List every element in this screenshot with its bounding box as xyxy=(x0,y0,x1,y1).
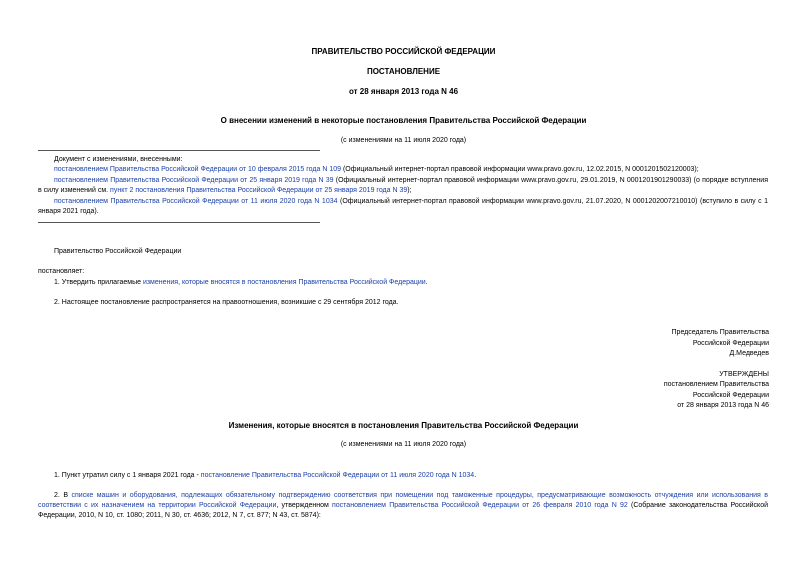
changes-section-title: Изменения, которые вносятся в постановления Правительства Российской Федерации xyxy=(228,421,579,430)
approved-line-4: от 28 января 2013 года N 46 xyxy=(677,402,769,409)
changes-item-3-text: (Официальный интернет-портал правовой информации www.pravo.gov.ru, 21.07.2020, N 0001202007210010) (вступило в силу с 1 января 2021 года). xyxy=(38,198,768,215)
changes-section-item-2 xyxy=(38,491,768,521)
changes-intro: Документ с изменениями, внесенными: xyxy=(54,156,183,163)
changes-item-3 xyxy=(38,197,768,217)
paragraph-1-end: . xyxy=(425,279,428,286)
changes-section-item-1-link[interactable]: постановление Правительства Российской Федерации от 11 июля 2020 года N 1034 xyxy=(200,472,475,479)
paragraph-1-link[interactable]: изменения, которые вносятся в постановления Правительства Российской Федерации xyxy=(142,279,426,286)
signature-position: Председатель Правительства xyxy=(671,329,769,336)
changes-section-item-1-end: . xyxy=(474,472,477,479)
changes-section-subtitle: (с изменениями на 11 июля 2020 года) xyxy=(340,441,467,448)
document-subtitle: (с изменениями на 11 июля 2020 года) xyxy=(340,137,467,144)
changes-section-item-1-text: 1. Пункт утратил силу с 1 января 2021 года - xyxy=(54,472,201,479)
divider-top xyxy=(38,150,320,151)
paragraph-2: 2. Настоящее постановление распространяется на правоотношения, возникшие с 29 сентября 2012 года. xyxy=(54,299,399,306)
changes-section-item-2-text: 2. В xyxy=(54,492,72,499)
changes-item-2-link2[interactable]: пункт 2 постановления Правительства Российской Федерации от 25 января 2019 года N 39 xyxy=(110,187,408,194)
government-label: Правительство Российской Федерации xyxy=(54,248,182,255)
changes-item-1-text: (Официальный интернет-портал правовой информации www.pravo.gov.ru, 12.02.2015, N 0001201502120003); xyxy=(341,166,699,173)
approved-line-3: Российской Федерации xyxy=(692,392,769,399)
resolves-label: постановляет: xyxy=(38,268,85,275)
signature-name: Д.Медведев xyxy=(729,350,769,357)
changes-item-2-text: (Официальный интернет-портал правовой информации www.pravo.gov.ru, 29.01.2019, N 0001201901290033) (о порядке вступления в силу изменений см. xyxy=(38,177,769,194)
approved-heading: УТВЕРЖДЕНЫ xyxy=(719,371,769,378)
paragraph-1 xyxy=(54,278,428,288)
changes-section-item-2-mid: , утвержденном xyxy=(276,502,332,509)
changes-item-1-link[interactable]: постановлением Правительства Российской Федерации от 10 февраля 2015 года N 109 xyxy=(54,166,341,173)
changes-item-2-link[interactable]: постановлением Правительства Российской Федерации от 25 января 2019 года N 39 xyxy=(54,177,334,184)
government-heading: ПРАВИТЕЛЬСТВО РОССИЙСКОЙ ФЕДЕРАЦИИ xyxy=(311,47,496,56)
document-title: О внесении изменений в некоторые постановления Правительства Российской Федерации xyxy=(220,116,587,125)
paragraph-1-text: 1. Утвердить прилагаемые xyxy=(54,279,143,286)
document-type: ПОСТАНОВЛЕНИЕ xyxy=(366,67,441,76)
changes-item-2-tail: ); xyxy=(407,187,412,194)
changes-item-2 xyxy=(38,176,768,196)
signature-country: Российской Федерации xyxy=(692,340,769,347)
approved-line-2: постановлением Правительства xyxy=(663,381,769,388)
divider-bottom xyxy=(38,222,320,223)
changes-item-3-link[interactable]: постановлением Правительства Российской Федерации от 11 июля 2020 года N 1034 xyxy=(54,198,338,205)
document-date: от 28 января 2013 года N 46 xyxy=(348,87,459,96)
changes-section-item-2-end: (Собрание законодательства Российской Федерации, 2010, N 10, ст. 1080; 2011, N 30, ст. 4636; 2012, N 7, ст. 877; N 43, ст. 5874): xyxy=(38,502,769,519)
changes-section-item-2-link-2[interactable]: постановлением Правительства Российской Федерации от 26 февраля 2010 года N 92 xyxy=(332,502,628,509)
changes-section-item-1 xyxy=(54,471,476,481)
changes-item-1 xyxy=(38,165,768,175)
changes-section-item-2-link-1[interactable]: списке машин и оборудования, подлежащих обязательному подтверждению соответствия при помещении под таможенные процедуры, предусматривающие возможность отчуждения или использования в соответствии с их назначением на территории Российской Федерации xyxy=(38,492,768,509)
